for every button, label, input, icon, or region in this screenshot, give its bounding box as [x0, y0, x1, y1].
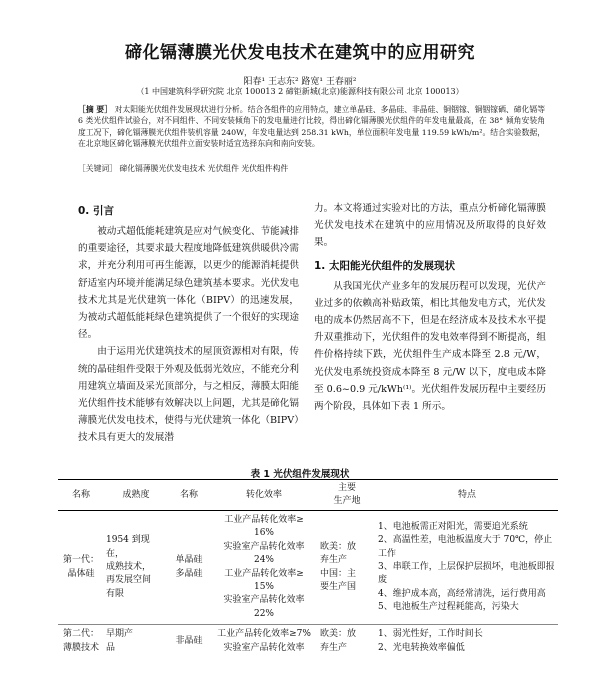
cell-name: 第一代： 晶体硅	[58, 511, 104, 625]
table-row	[58, 511, 558, 625]
intro-paragraph-2: 由于运用光伏建筑技术的屋顶资源相对有限，传统的晶硅组件受限于外观及低弱光效应，不能充分利用建筑立墙面及采光顶部分，与之相反，薄膜太阳能光伏组件技术能够有效解决以上问题，尤其是碲化镉薄膜光伏发电技术，使得与光伏建筑一体化（BIPV）技术具有更大的发展潜	[78, 346, 299, 444]
pv-development-table	[58, 479, 558, 658]
cell-producer: 欧美：放 弃生产	[320, 629, 357, 653]
right-column	[314, 200, 546, 415]
author-line: 阳春¹ 王志东² 路宽¹ 王春丽²	[243, 77, 357, 87]
left-column	[78, 203, 299, 447]
cell-efficiency: 工业产品转化效率≥7% 实验室产品转化效率	[217, 629, 311, 653]
cell-material: 非晶硅	[175, 635, 203, 646]
intro-heading: 0. 引言	[78, 205, 114, 217]
header-name: 名称	[58, 480, 104, 511]
keywords-text: 碲化镉薄膜光伏发电技术 光伏组件 光伏组件构件	[119, 164, 289, 173]
abstract	[78, 104, 545, 149]
header-features: 特点	[376, 480, 558, 511]
header-efficiency: 转化效率	[210, 480, 318, 511]
affiliation-line: （1 中国建筑科学研究院 北京 100013 2 碲钜新城(北京)能源科技有限公司 北京 100013）	[136, 87, 464, 96]
feature-item: 3、串联工作，上层保护层损坏，电池板即报废	[378, 561, 555, 586]
cell-features	[376, 625, 558, 658]
keywords-label: ［关键词］	[78, 164, 117, 173]
section-1-paragraph: 从我国光伏产业多年的发展历程可以发现，光伏产业过多的依赖高补贴政策，相比其他发电方式，光伏发电的成本仍然居高不下，但是在经济成本及技术水平提升双重推动下，光伏组件的发电效率得到不断提高，组件价格持续下跌，光伏组件生产成本降至 2.8 元/W，光伏发电系统投资成本降至 8 元/W 以下，度电成本降至 0.6~0.9 元/kWh⁽¹⁾。光伏组件发展历程中主要经历两个阶段，具体如下表 1 所示。	[314, 280, 546, 413]
header-producer: 主要 生产地	[318, 480, 376, 511]
cell-name: 第二代： 薄膜技术	[62, 629, 99, 653]
header-material: 名称	[168, 480, 210, 511]
intro-paragraph-1: 被动式超低能耗建筑是应对气候变化、节能减排的重要途径，其要求最大程度地降低建筑供暖供冷需求，并充分利用可再生能源，以更少的能源消耗提供舒适室内环境并能满足绿色建筑基本要求。光伏发电技术尤其是光伏建筑一体化（BIPV）的迅速发展，为被动式超低能耗绿色建筑提供了一个很好的实现途径。	[78, 226, 299, 341]
feature-item: 1、电池板需正对阳光，需要追光系统	[378, 521, 528, 532]
cell-features	[376, 511, 558, 625]
intro-continuation: 力。本文将通过实验对比的方法，重点分析碲化镉薄膜光伏发电技术在建筑中的应用情况及所取得的良好效果。	[314, 203, 546, 249]
cell-efficiency: 工业产品转化效率≥ 16% 实验室产品转化效率 24% 工业产品转化效率≥ 15% 实验室产品转化效率 22%	[210, 511, 318, 625]
feature-item: 2、高温性差，电池板温度大于 70℃，停止工作	[378, 535, 553, 559]
abstract-text: 对太阳能光伏组件发展现状进行分析。结合各组件的应用特点，建立单晶硅、多晶硅、非晶硅、铜铟镓、铜铟镓硒、碲化镉等 6 类光伏组件试验台，对不同组件、不同安装倾角下的发电量进行比较，得出碲化镉薄膜光伏组件的年发电量最高，在 38° 倾角安装角度工况下，碲化镉薄膜光伏组件装机容量 240W，年发电量达到 258.31 kWh，单位面积年发电量 119.59 kWh/m²。结合实验数据，在北京地区碲化镉薄膜光伏组件立面安装时适宜选择东向和南向安装。	[78, 105, 546, 148]
header-maturity: 成熟度	[104, 480, 168, 511]
table-title: 表 1 光伏组件发展现状	[250, 469, 350, 480]
paper-title: 碲化镉薄膜光伏发电技术在建筑中的应用研究	[125, 43, 475, 63]
abstract-label: ［摘 要］	[78, 105, 113, 114]
cell-maturity: 早期产 品	[106, 629, 134, 653]
cell-producer: 欧美：放 弃生产 中国：主 要生产国	[318, 511, 376, 625]
table-row	[58, 625, 558, 658]
feature-item: 2、光电转换效率偏低	[378, 642, 465, 653]
feature-item: 5、电池板生产过程耗能高，污染大	[378, 602, 519, 613]
cell-maturity: 1954 到现在， 成熟技术， 再发展空间 有限	[104, 511, 168, 625]
section-1-heading: 1. 太阳能光伏组件的发展现状	[314, 259, 455, 272]
keywords	[78, 163, 545, 174]
cell-material: 单晶硅 多晶硅	[168, 511, 210, 625]
table-header-row	[58, 480, 558, 511]
feature-item: 4、维护成本高，高经常清洗，运行费用高	[378, 588, 546, 599]
feature-item: 1、弱光性好，工作时间长	[378, 629, 483, 640]
